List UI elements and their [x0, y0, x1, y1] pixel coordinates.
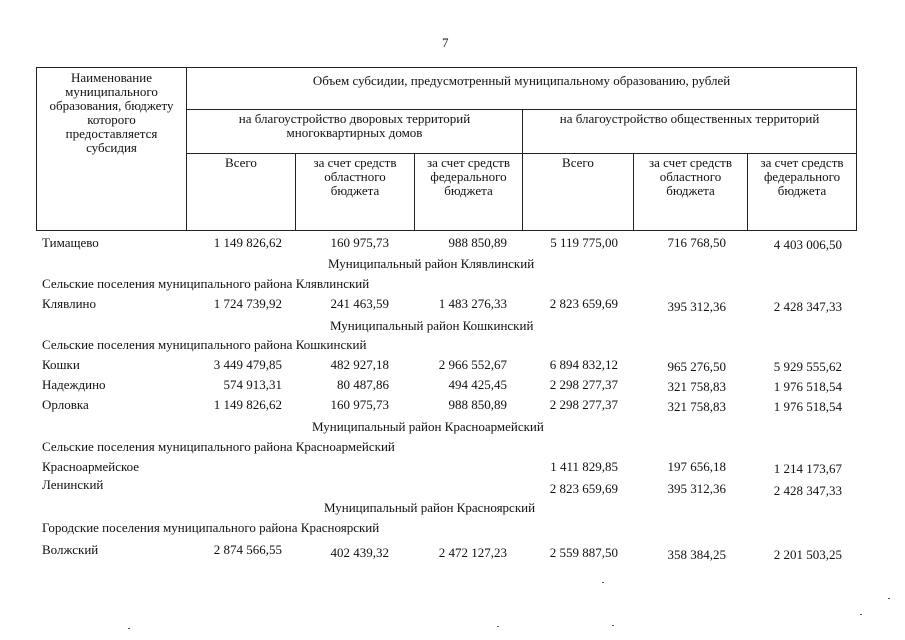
scan-speck: [612, 625, 614, 626]
table-row: [0, 459, 905, 475]
table-row: [0, 357, 905, 373]
value-federal-public: 2 428 347,33: [773, 483, 842, 498]
district-heading: Муниципальный район Красноярский: [324, 500, 536, 515]
value-federal-public: 1 976 518,54: [773, 379, 842, 394]
value-regional: 402 439,32: [330, 545, 389, 560]
header-public-territories: на благоустройство общественных территорий: [523, 110, 857, 154]
value-federal: 494 425,45: [448, 377, 507, 392]
value-total-public: 2 559 887,50: [549, 545, 618, 560]
scan-speck: [497, 626, 499, 627]
value-regional-public: 321 758,83: [667, 399, 726, 414]
header-total-public: Всего: [523, 154, 634, 231]
table-row: [0, 377, 905, 393]
value-total: 574 913,31: [223, 377, 282, 392]
value-total-public: 2 298 277,37: [549, 397, 618, 412]
municipality-name: Ленинский: [42, 477, 104, 492]
value-regional-public: 358 384,25: [667, 547, 726, 562]
settlement-heading: Городские поселения муниципального района Красноярский: [42, 520, 380, 535]
table-row: [0, 542, 905, 562]
value-regional-public: 395 312,36: [667, 299, 726, 314]
value-federal-public: 2 428 347,33: [773, 299, 842, 314]
value-total-public: 6 894 832,12: [549, 357, 618, 372]
value-federal: 988 850,89: [448, 397, 507, 412]
value-federal-public: 1 976 518,54: [773, 399, 842, 414]
value-total: 1 149 826,62: [213, 235, 282, 250]
scan-speck: [602, 582, 604, 583]
district-heading: Муниципальный район Клявлинский: [328, 256, 535, 271]
header-regional-budget: за счет средств областного бюджета: [296, 154, 415, 231]
value-federal-public: 5 929 555,62: [773, 359, 842, 374]
value-regional-public: 197 656,18: [667, 459, 726, 474]
settlement-heading: Сельские поселения муниципального района Красноармейский: [42, 439, 395, 454]
table-row: [0, 235, 905, 251]
header-subsidy-volume: Объем субсидии, предусмотренный муниципальному образованию, рублей: [187, 68, 857, 110]
page-number: 7: [442, 35, 449, 50]
value-total-public: 2 823 659,69: [549, 296, 618, 311]
value-federal-public: 2 201 503,25: [773, 547, 842, 562]
header-total: Всего: [187, 154, 296, 231]
settlement-heading: Сельские поселения муниципального района Клявлинский: [42, 276, 370, 291]
value-total: 2 874 566,55: [213, 542, 282, 557]
table-row: [0, 397, 905, 413]
value-total-public: 2 823 659,69: [549, 481, 618, 496]
value-regional: 241 463,59: [330, 296, 389, 311]
value-total-public: 2 298 277,37: [549, 377, 618, 392]
value-total: 3 449 479,85: [213, 357, 282, 372]
value-regional: 160 975,73: [330, 235, 389, 250]
table-row: [0, 477, 905, 498]
municipality-name: Клявлино: [42, 296, 97, 311]
header-federal-budget: за счет средств федерального бюджета: [415, 154, 523, 231]
scan-speck: [128, 628, 130, 629]
value-total-public: 5 119 775,00: [550, 235, 618, 250]
municipality-name: Волжский: [42, 542, 99, 557]
value-regional: 160 975,73: [330, 397, 389, 412]
header-federal-budget-public: за счет средств федерального бюджета: [748, 154, 857, 231]
value-federal: 2 966 552,67: [438, 357, 507, 372]
value-total: 1 724 739,92: [213, 296, 282, 311]
value-regional-public: 395 312,36: [667, 481, 726, 496]
district-heading: Муниципальный район Красноармейский: [312, 419, 544, 434]
value-federal: 2 472 127,23: [438, 545, 507, 560]
municipality-name: Кошки: [42, 357, 80, 372]
municipality-name: Надеждино: [42, 377, 106, 392]
value-total: 1 149 826,62: [213, 397, 282, 412]
header-name-column: Наименование муниципального образования, бюджету которого предоставляется субсидия: [37, 68, 187, 231]
header-yard-territories: на благоустройство дворовых территорий многоквартирных домов: [187, 110, 523, 154]
value-federal-public: 4 403 006,50: [773, 237, 842, 252]
header-regional-budget-public: за счет средств областного бюджета: [634, 154, 748, 231]
subsidy-table-header: [36, 67, 857, 231]
table-row: [0, 296, 905, 312]
value-federal: 988 850,89: [448, 235, 507, 250]
settlement-heading: Сельские поселения муниципального района Кошкинский: [42, 337, 367, 352]
value-regional: 80 487,86: [337, 377, 389, 392]
value-regional: 482 927,18: [330, 357, 389, 372]
value-regional-public: 965 276,50: [667, 359, 726, 374]
municipality-name: Орловка: [42, 397, 89, 412]
value-federal: 1 483 276,33: [438, 296, 507, 311]
scan-speck: [860, 614, 862, 615]
scan-speck: [888, 598, 890, 599]
value-regional-public: 321 758,83: [667, 379, 726, 394]
municipality-name: Тимащево: [42, 235, 99, 250]
district-heading: Муниципальный район Кошкинский: [330, 318, 534, 333]
value-regional-public: 716 768,50: [667, 235, 726, 250]
value-total-public: 1 411 829,85: [550, 459, 618, 474]
value-federal-public: 1 214 173,67: [773, 461, 842, 476]
municipality-name: Красноармейское: [42, 459, 140, 474]
